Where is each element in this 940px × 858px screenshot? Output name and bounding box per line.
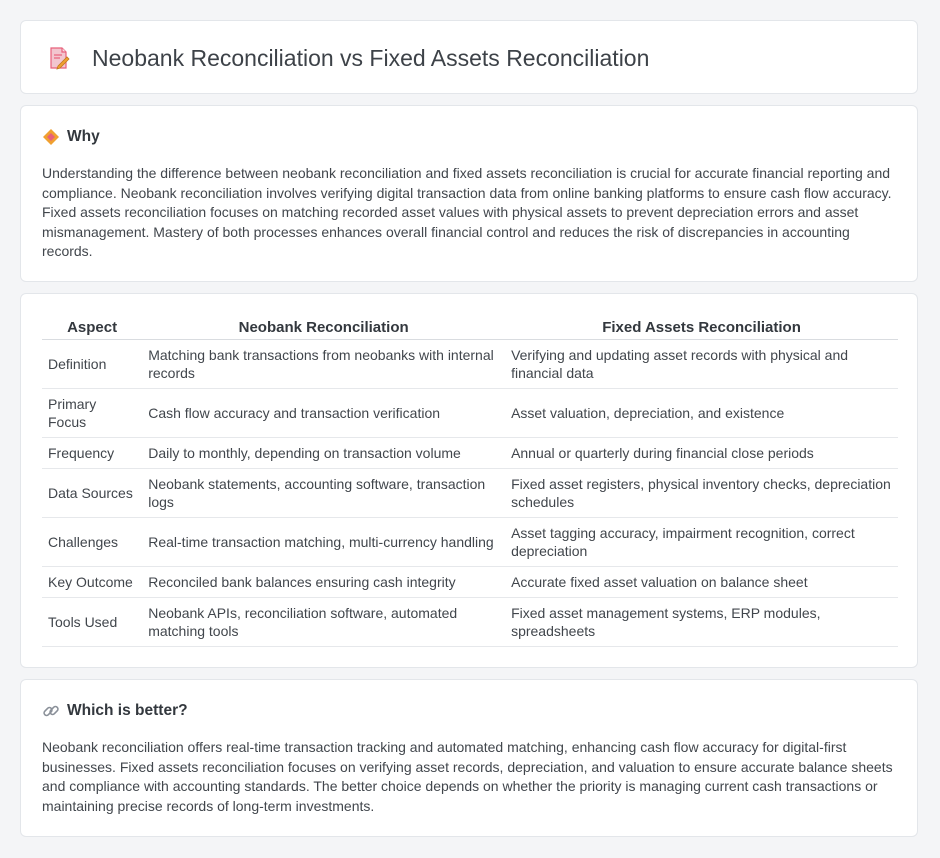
row-fixed-assets: Fixed asset management systems, ERP modules, spreadsheets: [505, 598, 898, 647]
header-fixed-assets: Fixed Assets Reconciliation: [505, 315, 898, 340]
row-neobank: Cash flow accuracy and transaction verification: [142, 389, 505, 438]
row-aspect: Key Outcome: [42, 567, 142, 598]
header-neobank: Neobank Reconciliation: [142, 315, 505, 340]
row-aspect: Definition: [42, 340, 142, 389]
link-icon: [42, 702, 60, 720]
diamond-icon: [42, 128, 60, 146]
row-neobank: Matching bank transactions from neobanks with internal records: [142, 340, 505, 389]
better-heading: [42, 701, 188, 721]
better-body: Neobank reconciliation offers real-time transaction tracking and automated matching, enhancing cash flow accuracy for digital-first businesses. Fixed assets reconciliation focuses on verifying asset records, depreciation, and valuation to ensure accurate balance sheets and compliance with accounting standards. The better choice depends on whether the priority is managing current cash transactions or maintaining precise records of long-term investments.: [42, 739, 893, 814]
why-title: Why: [67, 128, 100, 145]
why-body: Understanding the difference between neobank reconciliation and fixed assets reconciliation is crucial for accurate financial reporting and compliance. Neobank reconciliation involves verifying digital transaction data from online banking platforms to ensure cash flow accuracy. Fixed assets reconciliation focuses on matching recorded asset values with physical assets to prevent depreciation errors and asset mismanagement. Mastery of both processes enhances overall financial control and reduces the risk of discrepancies in accounting records.: [42, 165, 892, 259]
row-fixed-assets: Annual or quarterly during financial close periods: [505, 438, 898, 469]
table-row: [42, 389, 898, 438]
row-neobank: Daily to monthly, depending on transaction volume: [142, 438, 505, 469]
row-aspect: Data Sources: [42, 469, 142, 518]
table-row: [42, 340, 898, 389]
row-fixed-assets: Asset tagging accuracy, impairment recognition, correct depreciation: [505, 518, 898, 567]
which-better-section: [20, 679, 918, 837]
header-aspect: Aspect: [42, 315, 142, 340]
row-aspect: Primary Focus: [42, 389, 142, 438]
row-aspect: Frequency: [42, 438, 142, 469]
comparison-table-card: [20, 293, 918, 668]
row-aspect: Tools Used: [42, 598, 142, 647]
row-fixed-assets: Fixed asset registers, physical inventory checks, depreciation schedules: [505, 469, 898, 518]
document-pen-icon: [47, 46, 71, 70]
why-section: [20, 105, 918, 282]
header-card: [20, 20, 918, 94]
row-neobank: Neobank APIs, reconciliation software, automated matching tools: [142, 598, 505, 647]
page-title: Neobank Reconciliation vs Fixed Assets Reconciliation: [92, 45, 650, 71]
table-row: [42, 598, 898, 647]
why-heading: [42, 127, 100, 147]
table-row: [42, 518, 898, 567]
row-fixed-assets: Verifying and updating asset records with physical and financial data: [505, 340, 898, 389]
row-neobank: Reconciled bank balances ensuring cash integrity: [142, 567, 505, 598]
table-header-row: [42, 315, 898, 340]
row-aspect: Challenges: [42, 518, 142, 567]
row-neobank: Neobank statements, accounting software, transaction logs: [142, 469, 505, 518]
better-title: Which is better?: [67, 702, 188, 719]
table-row: [42, 567, 898, 598]
row-fixed-assets: Accurate fixed asset valuation on balance sheet: [505, 567, 898, 598]
row-fixed-assets: Asset valuation, depreciation, and existence: [505, 389, 898, 438]
table-row: [42, 438, 898, 469]
row-neobank: Real-time transaction matching, multi-currency handling: [142, 518, 505, 567]
table-row: [42, 469, 898, 518]
comparison-table: [42, 315, 898, 647]
